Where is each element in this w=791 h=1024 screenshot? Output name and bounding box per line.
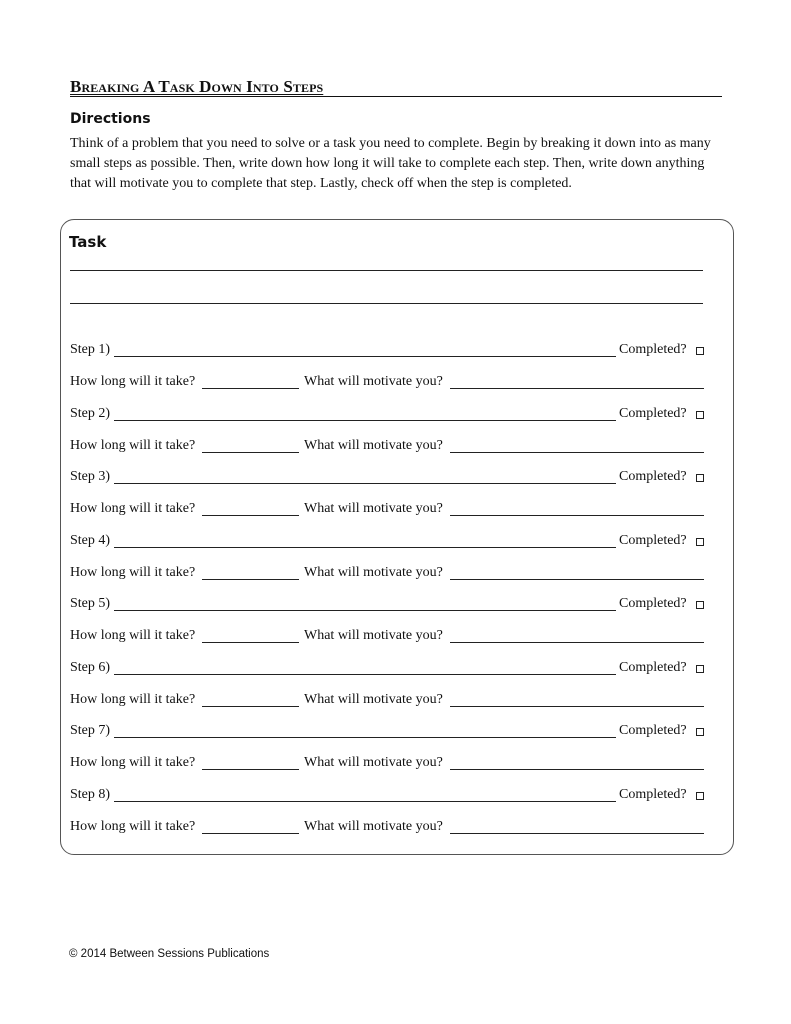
step-description-field[interactable] — [114, 420, 616, 421]
step-detail-row — [70, 817, 705, 837]
step-description-field[interactable] — [114, 610, 616, 611]
completed-checkbox[interactable] — [696, 665, 704, 673]
step-detail-row — [70, 372, 705, 392]
step-label: Step 8) — [70, 787, 111, 802]
copyright-footer: © 2014 Between Sessions Publications — [69, 948, 270, 960]
page-title: Breaking A Task Down Into Steps — [70, 77, 324, 96]
step-row — [70, 658, 705, 678]
completed-checkbox[interactable] — [696, 347, 704, 355]
motivate-label: What will motivate you? — [304, 374, 443, 389]
step-label: Step 7) — [70, 723, 111, 738]
motivate-label: What will motivate you? — [304, 501, 443, 516]
motivate-field[interactable] — [450, 452, 704, 453]
step-description-field[interactable] — [114, 801, 616, 802]
how-long-field[interactable] — [202, 833, 299, 834]
step-detail-row — [70, 499, 705, 519]
completed-checkbox[interactable] — [696, 792, 704, 800]
directions-line: that will motivate you to complete that step. Lastly, check off when the step is completed. — [70, 176, 572, 191]
motivate-label: What will motivate you? — [304, 692, 443, 707]
step-row — [70, 467, 705, 487]
motivate-field[interactable] — [450, 769, 704, 770]
how-long-label: How long will it take? — [70, 628, 196, 643]
directions-line: small steps as possible. Then, write down how long it will take to complete each step. Then, write down anything — [70, 156, 705, 171]
step-label: Step 1) — [70, 342, 111, 357]
motivate-label: What will motivate you? — [304, 755, 443, 770]
completed-label: Completed? — [619, 342, 687, 357]
step-description-field[interactable] — [114, 483, 616, 484]
step-label: Step 6) — [70, 660, 111, 675]
motivate-field[interactable] — [450, 706, 704, 707]
step-row — [70, 785, 705, 805]
how-long-label: How long will it take? — [70, 819, 196, 834]
how-long-label: How long will it take? — [70, 438, 196, 453]
step-description-field[interactable] — [114, 547, 616, 548]
how-long-label: How long will it take? — [70, 501, 196, 516]
motivate-label: What will motivate you? — [304, 438, 443, 453]
step-row — [70, 531, 705, 551]
task-write-line[interactable] — [70, 270, 703, 271]
how-long-field[interactable] — [202, 452, 299, 453]
motivate-field[interactable] — [450, 515, 704, 516]
completed-label: Completed? — [619, 469, 687, 484]
how-long-field[interactable] — [202, 642, 299, 643]
how-long-field[interactable] — [202, 579, 299, 580]
step-label: Step 3) — [70, 469, 111, 484]
how-long-label: How long will it take? — [70, 692, 196, 707]
title-rule — [70, 74, 722, 97]
step-label: Step 5) — [70, 596, 111, 611]
task-heading: Task — [69, 233, 107, 251]
completed-label: Completed? — [619, 406, 687, 421]
motivate-label: What will motivate you? — [304, 819, 443, 834]
step-detail-row — [70, 563, 705, 583]
completed-label: Completed? — [619, 787, 687, 802]
step-row — [70, 340, 705, 360]
completed-label: Completed? — [619, 596, 687, 611]
step-row — [70, 594, 705, 614]
directions-line: Think of a problem that you need to solve or a task you need to complete. Begin by breaking it down into as many — [70, 136, 711, 151]
how-long-field[interactable] — [202, 769, 299, 770]
step-detail-row — [70, 753, 705, 773]
step-detail-row — [70, 690, 705, 710]
motivate-field[interactable] — [450, 388, 704, 389]
step-row — [70, 404, 705, 424]
completed-checkbox[interactable] — [696, 601, 704, 609]
how-long-label: How long will it take? — [70, 565, 196, 580]
step-detail-row — [70, 436, 705, 456]
completed-label: Completed? — [619, 723, 687, 738]
step-label: Step 2) — [70, 406, 111, 421]
step-description-field[interactable] — [114, 674, 616, 675]
directions-heading: Directions — [70, 111, 151, 127]
motivate-field[interactable] — [450, 833, 704, 834]
step-label: Step 4) — [70, 533, 111, 548]
completed-checkbox[interactable] — [696, 474, 704, 482]
motivate-field[interactable] — [450, 579, 704, 580]
completed-checkbox[interactable] — [696, 538, 704, 546]
step-row — [70, 721, 705, 741]
completed-label: Completed? — [619, 533, 687, 548]
step-description-field[interactable] — [114, 356, 616, 357]
directions-text — [70, 134, 730, 194]
completed-checkbox[interactable] — [696, 411, 704, 419]
motivate-field[interactable] — [450, 642, 704, 643]
motivate-label: What will motivate you? — [304, 565, 443, 580]
how-long-field[interactable] — [202, 388, 299, 389]
step-detail-row — [70, 626, 705, 646]
how-long-field[interactable] — [202, 706, 299, 707]
step-description-field[interactable] — [114, 737, 616, 738]
how-long-label: How long will it take? — [70, 374, 196, 389]
motivate-label: What will motivate you? — [304, 628, 443, 643]
how-long-label: How long will it take? — [70, 755, 196, 770]
task-write-line[interactable] — [70, 303, 703, 304]
how-long-field[interactable] — [202, 515, 299, 516]
completed-checkbox[interactable] — [696, 728, 704, 736]
completed-label: Completed? — [619, 660, 687, 675]
